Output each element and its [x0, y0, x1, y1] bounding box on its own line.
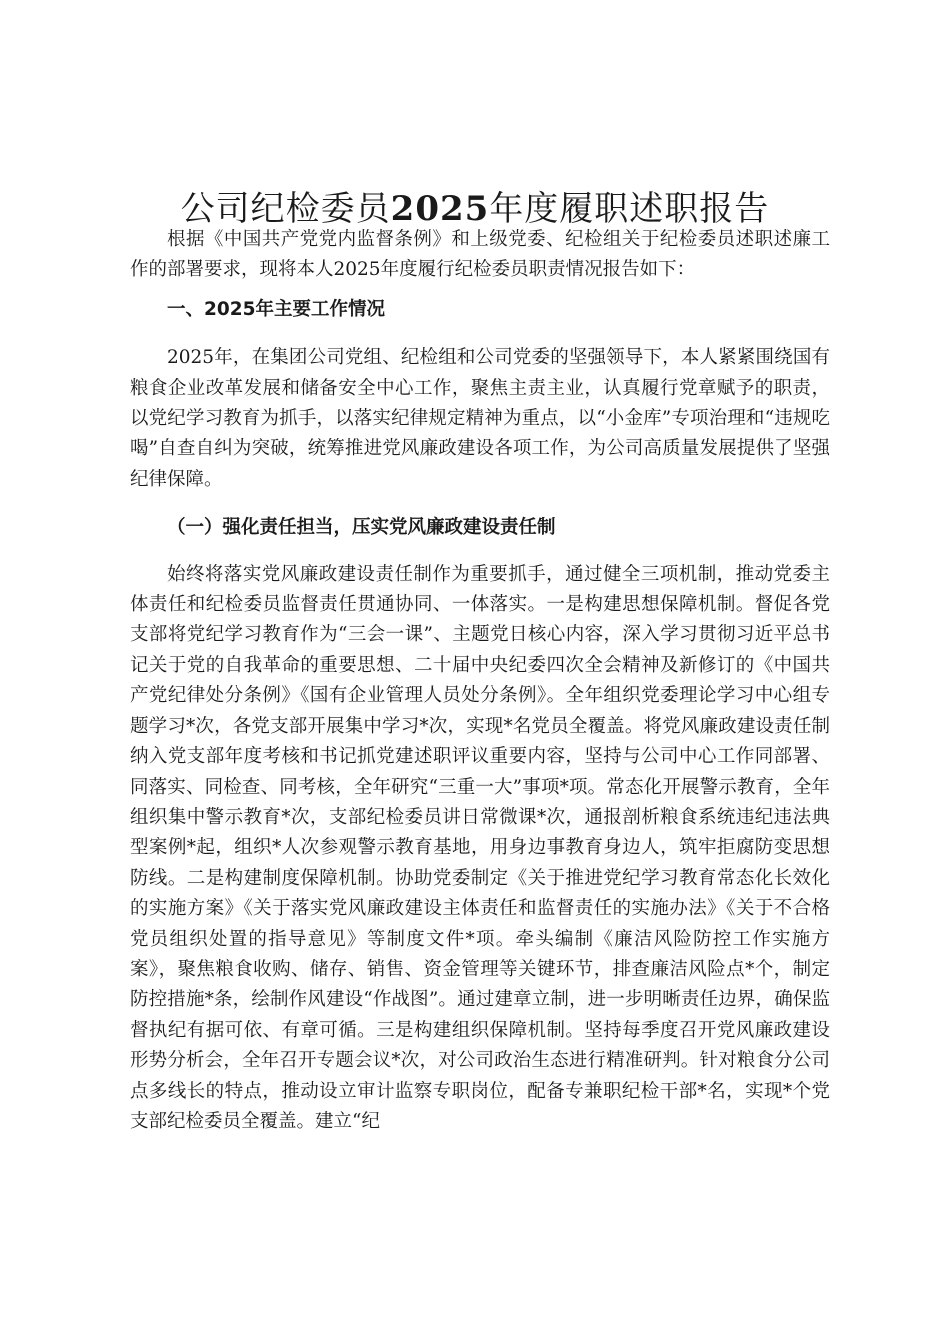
title-suffix: 年度履职述职报告 — [489, 188, 770, 229]
intro-paragraph: 根据《中国共产党党内监督条例》和上级党委、纪检组关于纪检委员述职述廉工作的部署要求，现将本人2025年度履行纪检委员职责情况报告如下： — [130, 229, 830, 281]
section-heading: 一、2025年主要工作情况 — [167, 298, 385, 320]
title-year: 2025 — [390, 188, 490, 229]
title-prefix: 公司纪检委员 — [180, 188, 391, 229]
summary-paragraph: 2025年，在集团公司党组、纪检组和公司党委的坚强领导下，本人紧紧围绕国有粮食企业改革发展和储备安全中心工作，聚焦主责主业，认真履行党章赋予的职责，以党纪学习教育为抓手，以落实纪律规定精神为重点，以“小金库”专项治理和“违规吃喝”自查自纠为突破，统筹推进党风廉政建设各项工作，为公司高质量发展提供了坚强纪律保障。 — [130, 347, 830, 490]
document-body — [130, 225, 830, 1137]
subsection-heading: （一）强化责任担当，压实党风廉政建设责任制 — [167, 517, 556, 539]
subsection-body-paragraph: 始终将落实党风廉政建设责任制作为重要抓手，通过健全三项机制，推动党委主体责任和纪检委员监督责任贯通协同、一体落实。一是构建思想保障机制。督促各党支部将党纪学习教育作为“三会一课”、主题党日核心内容，深入学习贯彻习近平总书记关于党的自我革命的重要思想、二十届中央纪委四次全会精神及新修订的《中国共产党纪律处分条例》《国有企业管理人员处分条例》。全年组织党委理论学习中心组专题学习*次，各党支部开展集中学习*次，实现*名党员全覆盖。将党风廉政建设责任制纳入党支部年度考核和书记抓党建述职评议重要内容，坚持与公司中心工作同部署、同落实、同检查、同考核，全年研究“三重一大”事项*项。常态化开展警示教育，全年组织集中警示教育*次，支部纪检委员讲日常微课*次，通报剖析粮食系统违纪违法典型案例*起，组织*人次参观警示教育基地，用身边事教育身边人，筑牢拒腐防变思想防线。二是构建制度保障机制。协助党委制定《关于推进党纪学习教育常态化长效化的实施方案》《关于落实党风廉政建设主体责任和监督责任的实施办法》《关于不合格党员组织处置的指导意见》等制度文件*项。牵头编制《廉洁风险防控工作实施方案》，聚焦粮食收购、储存、销售、资金管理等关键环节，排查廉洁风险点*个，制定防控措施*条，绘制作风建设“作战图”。通过建章立制，进一步明晰责任边界，确保监督执纪有据可依、有章可循。三是构建组织保障机制。坚持每季度召开党风廉政建设形势分析会，全年召开专题会议*次，对公司政治生态进行精准研判。针对粮食分公司点多线长的特点，推动设立审计监察专职岗位，配备专兼职纪检干部*名，实现*个党支部纪检委员全覆盖。建立“纪 — [130, 563, 830, 1132]
